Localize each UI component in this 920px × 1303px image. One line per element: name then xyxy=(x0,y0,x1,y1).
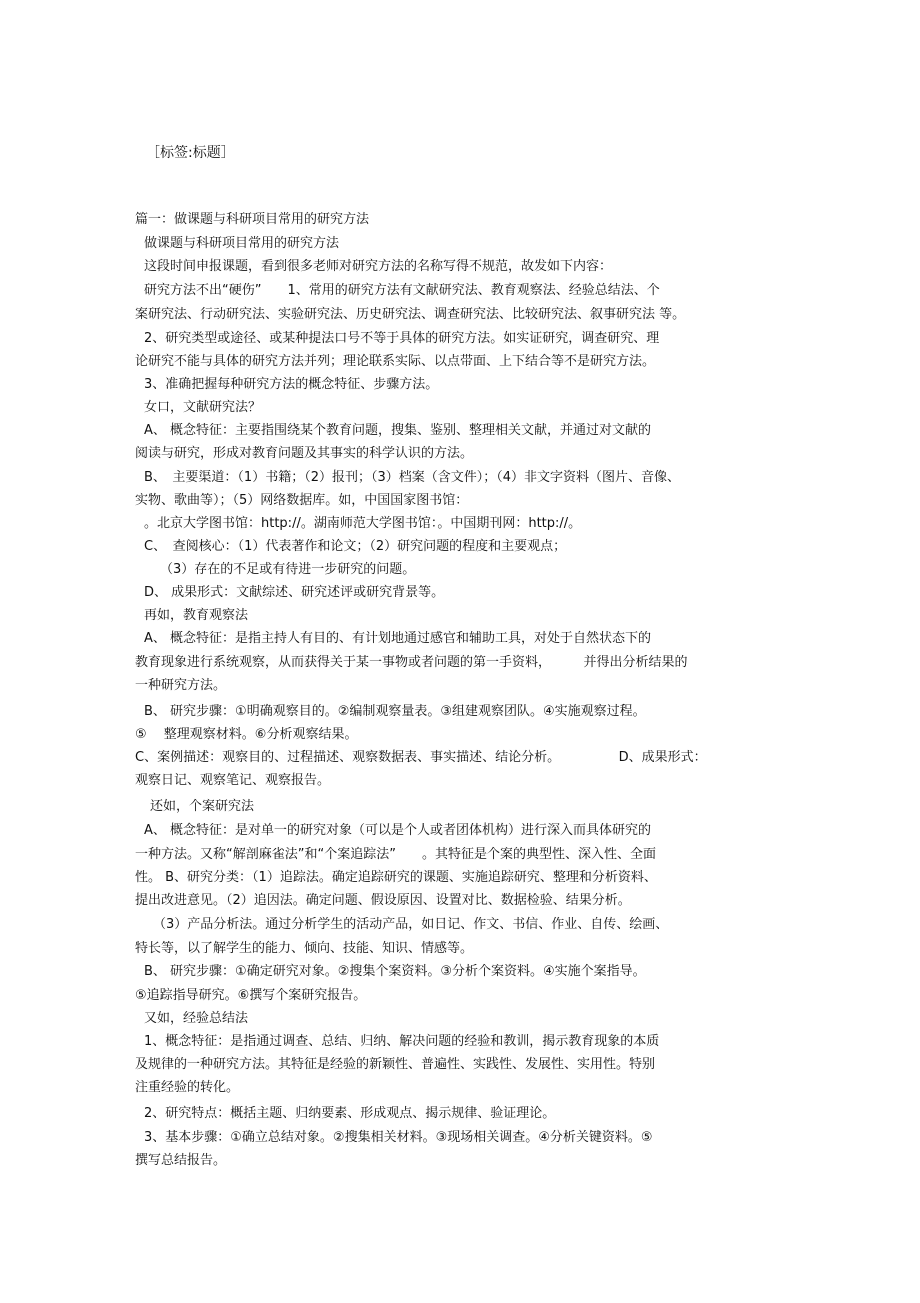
text-line: 1、概念特征：是指通过调查、总结、归纳、解决问题的经验和教训，揭示教育现象的本质 xyxy=(144,1034,660,1049)
text-line: 及规律的一种研究方法。其特征是经验的新颖性、普遍性、实践性、发展性、实用性。特别 xyxy=(135,1057,656,1072)
section-heading-experience: 又如，经验总结法 xyxy=(144,1011,249,1026)
text-line: B、 研究步骤：①明确观察目的。②编制观察量表。③组建观察团队。④实施观察过程。 xyxy=(144,704,646,719)
text-line: ⑤追踪指导研究。⑥撰写个案研究报告。 xyxy=(135,988,367,1003)
text-line: 观察日记、观察笔记、观察报告。 xyxy=(135,773,331,788)
section-heading-literature: 女口，文献研究法？ xyxy=(144,400,262,415)
text-line: 2、研究特点：概括主题、归纳要素、形成观点、揭示规律、验证理论。 xyxy=(144,1106,556,1121)
text-line: A、 概念特征：是对单一的研究对象（可以是个人或者团体机构）进行深入而具体研究的 xyxy=(144,823,652,838)
text-line: 3、基本步骤：①确立总结对象。②搜集相关材料。③现场相关调查。④分析关键资料。⑤ xyxy=(144,1130,653,1145)
text-line: 2、研究类型或途径、或某种提法口号不等于具体的研究方法。如实证研究，调查研究、理 xyxy=(144,331,660,346)
text-line: 。北京大学图书馆：http://。湖南师范大学图书馆：。中国期刊网：http://。 xyxy=(144,516,582,531)
text-line: 阅读与研究，形成对教育问题及其事实的科学认识的方法。 xyxy=(135,446,474,461)
text-line: 提出改进意见。（2）追因法。确定问题、假设原因、设置对比、数据检验、结果分析。 xyxy=(135,893,631,908)
text-line: C、 查阅核心：（1）代表著作和论文；（2）研究问题的程度和主要观点； xyxy=(144,539,567,554)
text-line: B、 主要渠道：（1）书籍；（2）报刊；（3）档案（含文件）；（4）非文字资料（图片、音像、 xyxy=(144,470,681,485)
text-line: C、案例描述：观察目的、过程描述、观察数据表、事实描述、结论分析。 D、成果形式： xyxy=(135,750,707,765)
text-line: 性。 B、研究分类：（1）追踪法。确定追踪研究的课题、实施追踪研究、整理和分析资料、 xyxy=(135,870,657,885)
section-heading-observation: 再如，教育观察法 xyxy=(144,608,249,623)
text-line: A、 概念特征：是指主持人有目的、有计划地通过感官和辅助工具，对处于自然状态下的 xyxy=(144,631,652,646)
subtitle: 做课题与科研项目常用的研究方法 xyxy=(144,236,340,251)
article-heading: 篇一：做课题与科研项目常用的研究方法 xyxy=(135,212,370,227)
tag-label: ［标签:标题］ xyxy=(146,145,235,161)
text-line: 研究方法不出“硬伤” 1、常用的研究方法有文献研究法、教育观察法、经验总结法、个 xyxy=(144,283,660,298)
text-line: 教育现象进行系统观察，从而获得关于某一事物或者问题的第一手资料， 并得出分析结果的 xyxy=(135,655,688,670)
text-line: D、 成果形式：文献综述、研究述评或研究背景等。 xyxy=(144,585,445,600)
text-line: B、 研究步骤：①确定研究对象。②搜集个案资料。③分析个案资料。④实施个案指导。 xyxy=(144,964,646,979)
text-line: 注重经验的转化。 xyxy=(135,1080,240,1095)
text-line: 案研究法、行动研究法、实验研究法、历史研究法、调查研究法、比较研究法、叙事研究法 等。 xyxy=(135,307,686,322)
text-line: 实物、歌曲等）；（5）网络数据库。如，中国国家图书馆： xyxy=(135,493,469,508)
section-heading-case: 还如，个案研究法 xyxy=(150,799,255,814)
intro-paragraph: 这段时间申报课题，看到很多老师对研究方法的名称写得不规范，故发如下内容： xyxy=(144,259,613,274)
text-line: （3）存在的不足或有待进一步研究的问题。 xyxy=(160,562,416,577)
text-line: 一种方法。又称“解剖麻雀法”和“个案追踪法” 。其特征是个案的典型性、深入性、全面 xyxy=(135,847,656,862)
text-line: 特长等，以了解学生的能力、倾向、技能、知识、情感等。 xyxy=(135,941,474,956)
text-line: 3、准确把握每种研究方法的概念特征、步骤方法。 xyxy=(144,377,439,392)
text-line: 撰写总结报告。 xyxy=(135,1153,227,1168)
text-line: 一种研究方法。 xyxy=(135,678,227,693)
text-line: ⑤ 整理观察材料。⑥分析观察结果。 xyxy=(135,727,358,742)
text-line: A、 概念特征：主要指围绕某个教育问题，搜集、鉴别、整理相关文献，并通过对文献的 xyxy=(144,423,652,438)
text-line: 论研究不能与具体的研究方法并列；理论联系实际、以点带面、上下结合等不是研究方法。 xyxy=(135,354,656,369)
text-line: （3）产品分析法。通过分析学生的活动产品，如日记、作文、书信、作业、自传、绘画、 xyxy=(153,917,669,932)
